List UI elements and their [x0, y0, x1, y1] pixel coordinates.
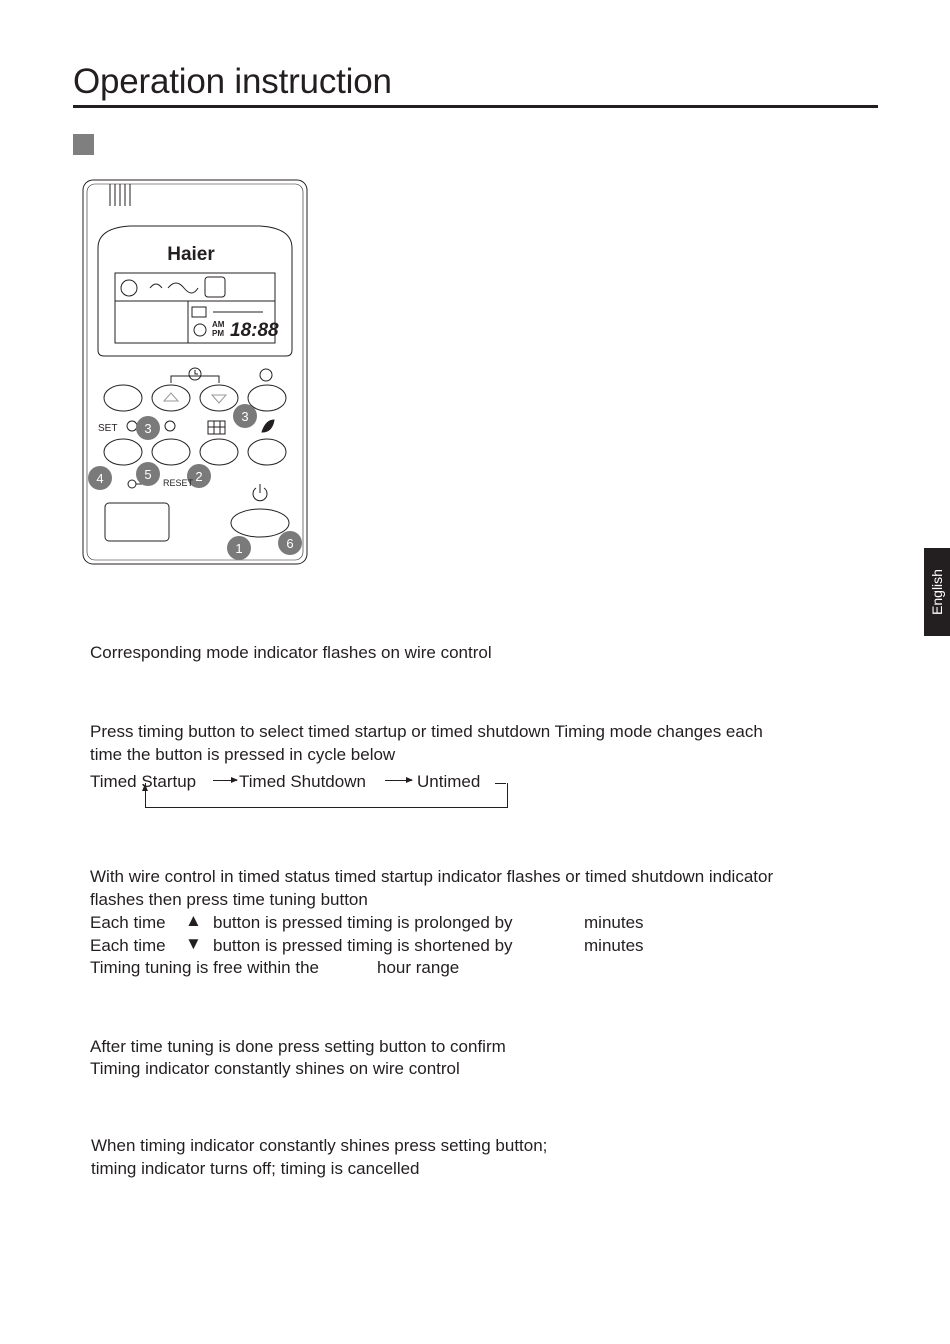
brand-logo: Haier: [167, 244, 215, 265]
timing-paragraph-line2: time the button is pressed in cycle below: [90, 745, 396, 764]
tuning-up-unit: minutes: [584, 913, 644, 932]
up-arrow-icon: ▲: [185, 911, 202, 930]
confirm-line2: Timing indicator constantly shines on wire control: [90, 1059, 460, 1078]
tuning-down-text: button is pressed timing is shortened by: [213, 936, 513, 955]
tuning-down-prefix: Each time: [90, 936, 166, 955]
swing-button: [200, 439, 238, 465]
fan-icon: [260, 369, 272, 381]
tuning-range-unit: hour range: [377, 958, 460, 977]
timer-button: [152, 439, 190, 465]
lcd-am: AM: [212, 320, 225, 329]
callout-3a: 3: [144, 421, 152, 436]
lcd-pm: PM: [212, 329, 224, 338]
leaf-icon: [205, 277, 225, 297]
auto-mode-icon: [121, 280, 137, 296]
sensor-window: [105, 503, 169, 541]
callout-4: 4: [96, 471, 104, 486]
callout-5: 5: [144, 467, 152, 482]
cancel-line2: timing indicator turns off; timing is cancelled: [91, 1159, 420, 1178]
health-leaf-icon: [262, 420, 274, 432]
down-arrow-icon: ▼: [185, 934, 202, 953]
fan-button: [248, 385, 286, 411]
cycle-timed-startup: Timed Startup: [90, 772, 197, 791]
cycle-return-line: [145, 783, 508, 808]
lcd-time: 18:88: [230, 320, 279, 341]
tuning-down-unit: minutes: [584, 936, 644, 955]
set-button: [104, 439, 142, 465]
tuning-paragraph-line1: With wire control in timed status timed startup indicator flashes or timed shutdown indicator: [90, 867, 774, 886]
language-tab-label: English: [929, 569, 946, 615]
callout-3b: 3: [241, 409, 249, 424]
callout-2: 2: [195, 469, 203, 484]
tuning-range-prefix: Timing tuning is free within the: [90, 958, 319, 977]
section-marker: [73, 134, 94, 155]
up-button: [152, 385, 190, 411]
language-tab[interactable]: [924, 548, 950, 636]
down-button: [200, 385, 238, 411]
cycle-untimed: Untimed: [417, 772, 481, 791]
reset-label: RESET: [163, 478, 194, 488]
tuning-up-text: button is pressed timing is prolonged by: [213, 913, 513, 932]
swing-icon: [192, 307, 206, 317]
power-button: [231, 509, 289, 537]
confirm-line1: After time tuning is done press setting button to confirm: [90, 1037, 506, 1056]
callout-6: 6: [286, 536, 294, 551]
cycle-return-arrowhead: [142, 784, 148, 791]
title-divider: [73, 105, 878, 108]
set-label: SET: [98, 423, 118, 434]
cycle-arrow-1: [213, 780, 237, 781]
tuning-paragraph-line2: flashes then press time tuning button: [90, 890, 368, 909]
cancel-line1: When timing indicator constantly shines press setting button;: [91, 1136, 548, 1155]
mode-button: [104, 385, 142, 411]
cycle-timed-shutdown: Timed Shutdown: [239, 772, 366, 791]
timing-paragraph-line1: Press timing button to select timed startup or timed shutdown Timing mode changes each: [90, 722, 763, 741]
mode-indicator-text: Corresponding mode indicator flashes on wire control: [90, 643, 492, 662]
cycle-arrow-2: [385, 780, 412, 781]
wired-controller-illustration: [80, 178, 310, 568]
cycle-return-top: [495, 783, 506, 784]
health-button: [248, 439, 286, 465]
tuning-up-prefix: Each time: [90, 913, 166, 932]
page-title: Operation instruction: [73, 62, 392, 101]
callout-1: 1: [235, 541, 243, 556]
